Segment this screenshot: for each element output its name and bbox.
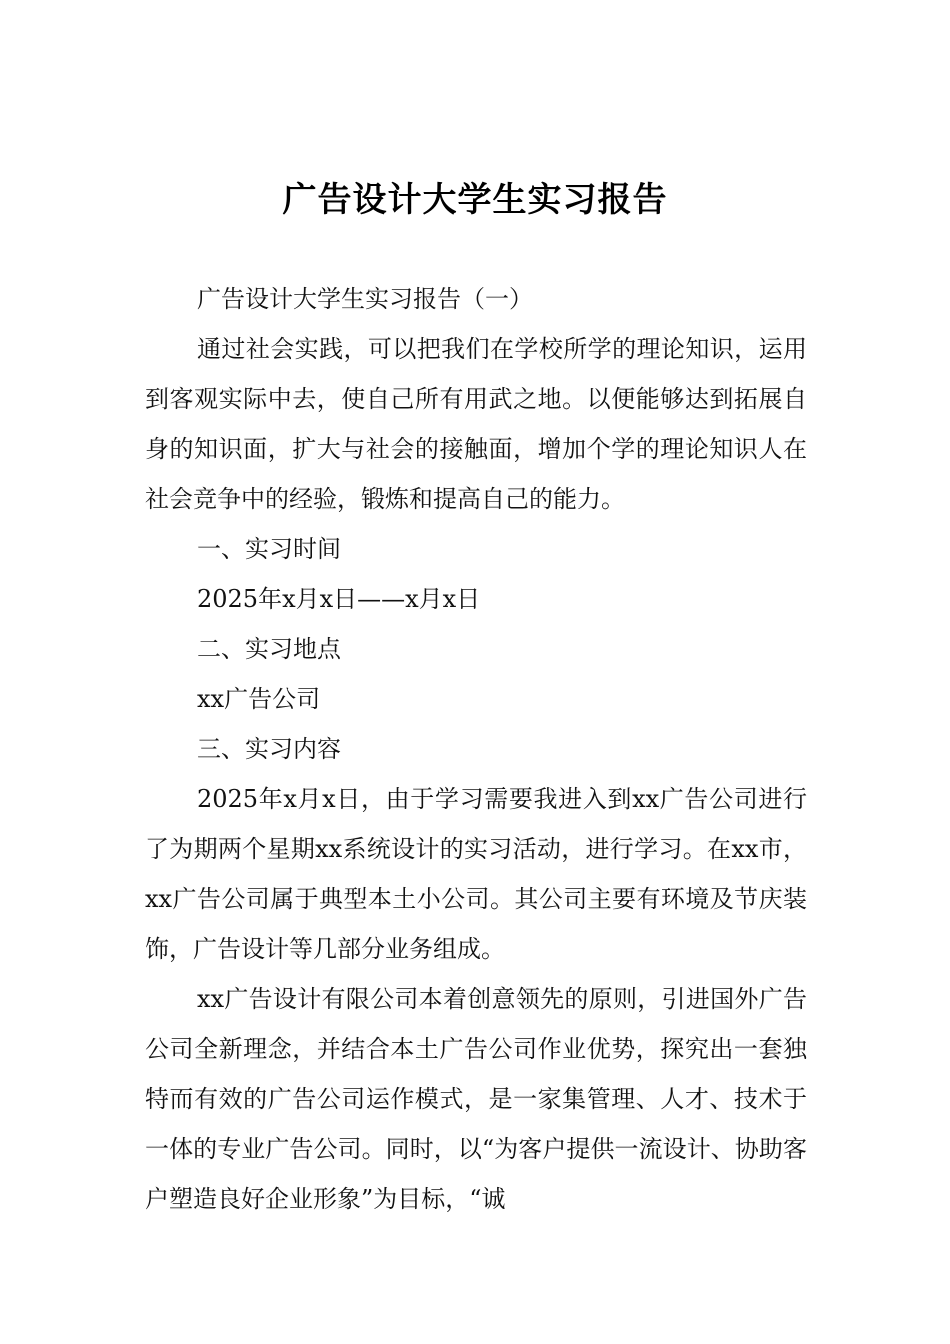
subtitle-paragraph: 广告设计大学生实习报告（一） xyxy=(197,285,533,313)
internship-dates: 2025年x月x日——x月x日 xyxy=(197,585,481,613)
section-heading-content: 三、实习内容 xyxy=(197,735,341,763)
content-paragraph-1: 2025年x月x日，由于学习需要我进入到xx广告公司进行了为期两个星期xx系统设计的实习活动，进行学习。在xx市，xx广告公司属于典型本土小公司。其公司主要有环境及节庆装饰，广告设计等几部分业务组成。 xyxy=(145,785,807,963)
document-body xyxy=(145,274,807,1224)
internship-location: xx广告公司 xyxy=(197,685,321,713)
document-title: 广告设计大学生实习报告 xyxy=(282,180,668,220)
section-heading-location: 二、实习地点 xyxy=(197,635,341,663)
section-heading-time: 一、实习时间 xyxy=(197,535,341,563)
content-paragraph-2: xx广告设计有限公司本着创意领先的原则，引进国外广告公司全新理念，并结合本土广告公司作业优势，探究出一套独特而有效的广告公司运作模式，是一家集管理、人才、技术于一体的专业广告公司。同时，以“为客户提供一流设计、协助客户塑造良好企业形象”为目标，“诚 xyxy=(145,985,807,1213)
intro-paragraph: 通过社会实践，可以把我们在学校所学的理论知识，运用到客观实际中去，使自己所有用武之地。以便能够达到拓展自身的知识面，扩大与社会的接触面，增加个学的理论知识人在社会竞争中的经验，锻炼和提高自己的能力。 xyxy=(145,335,807,513)
